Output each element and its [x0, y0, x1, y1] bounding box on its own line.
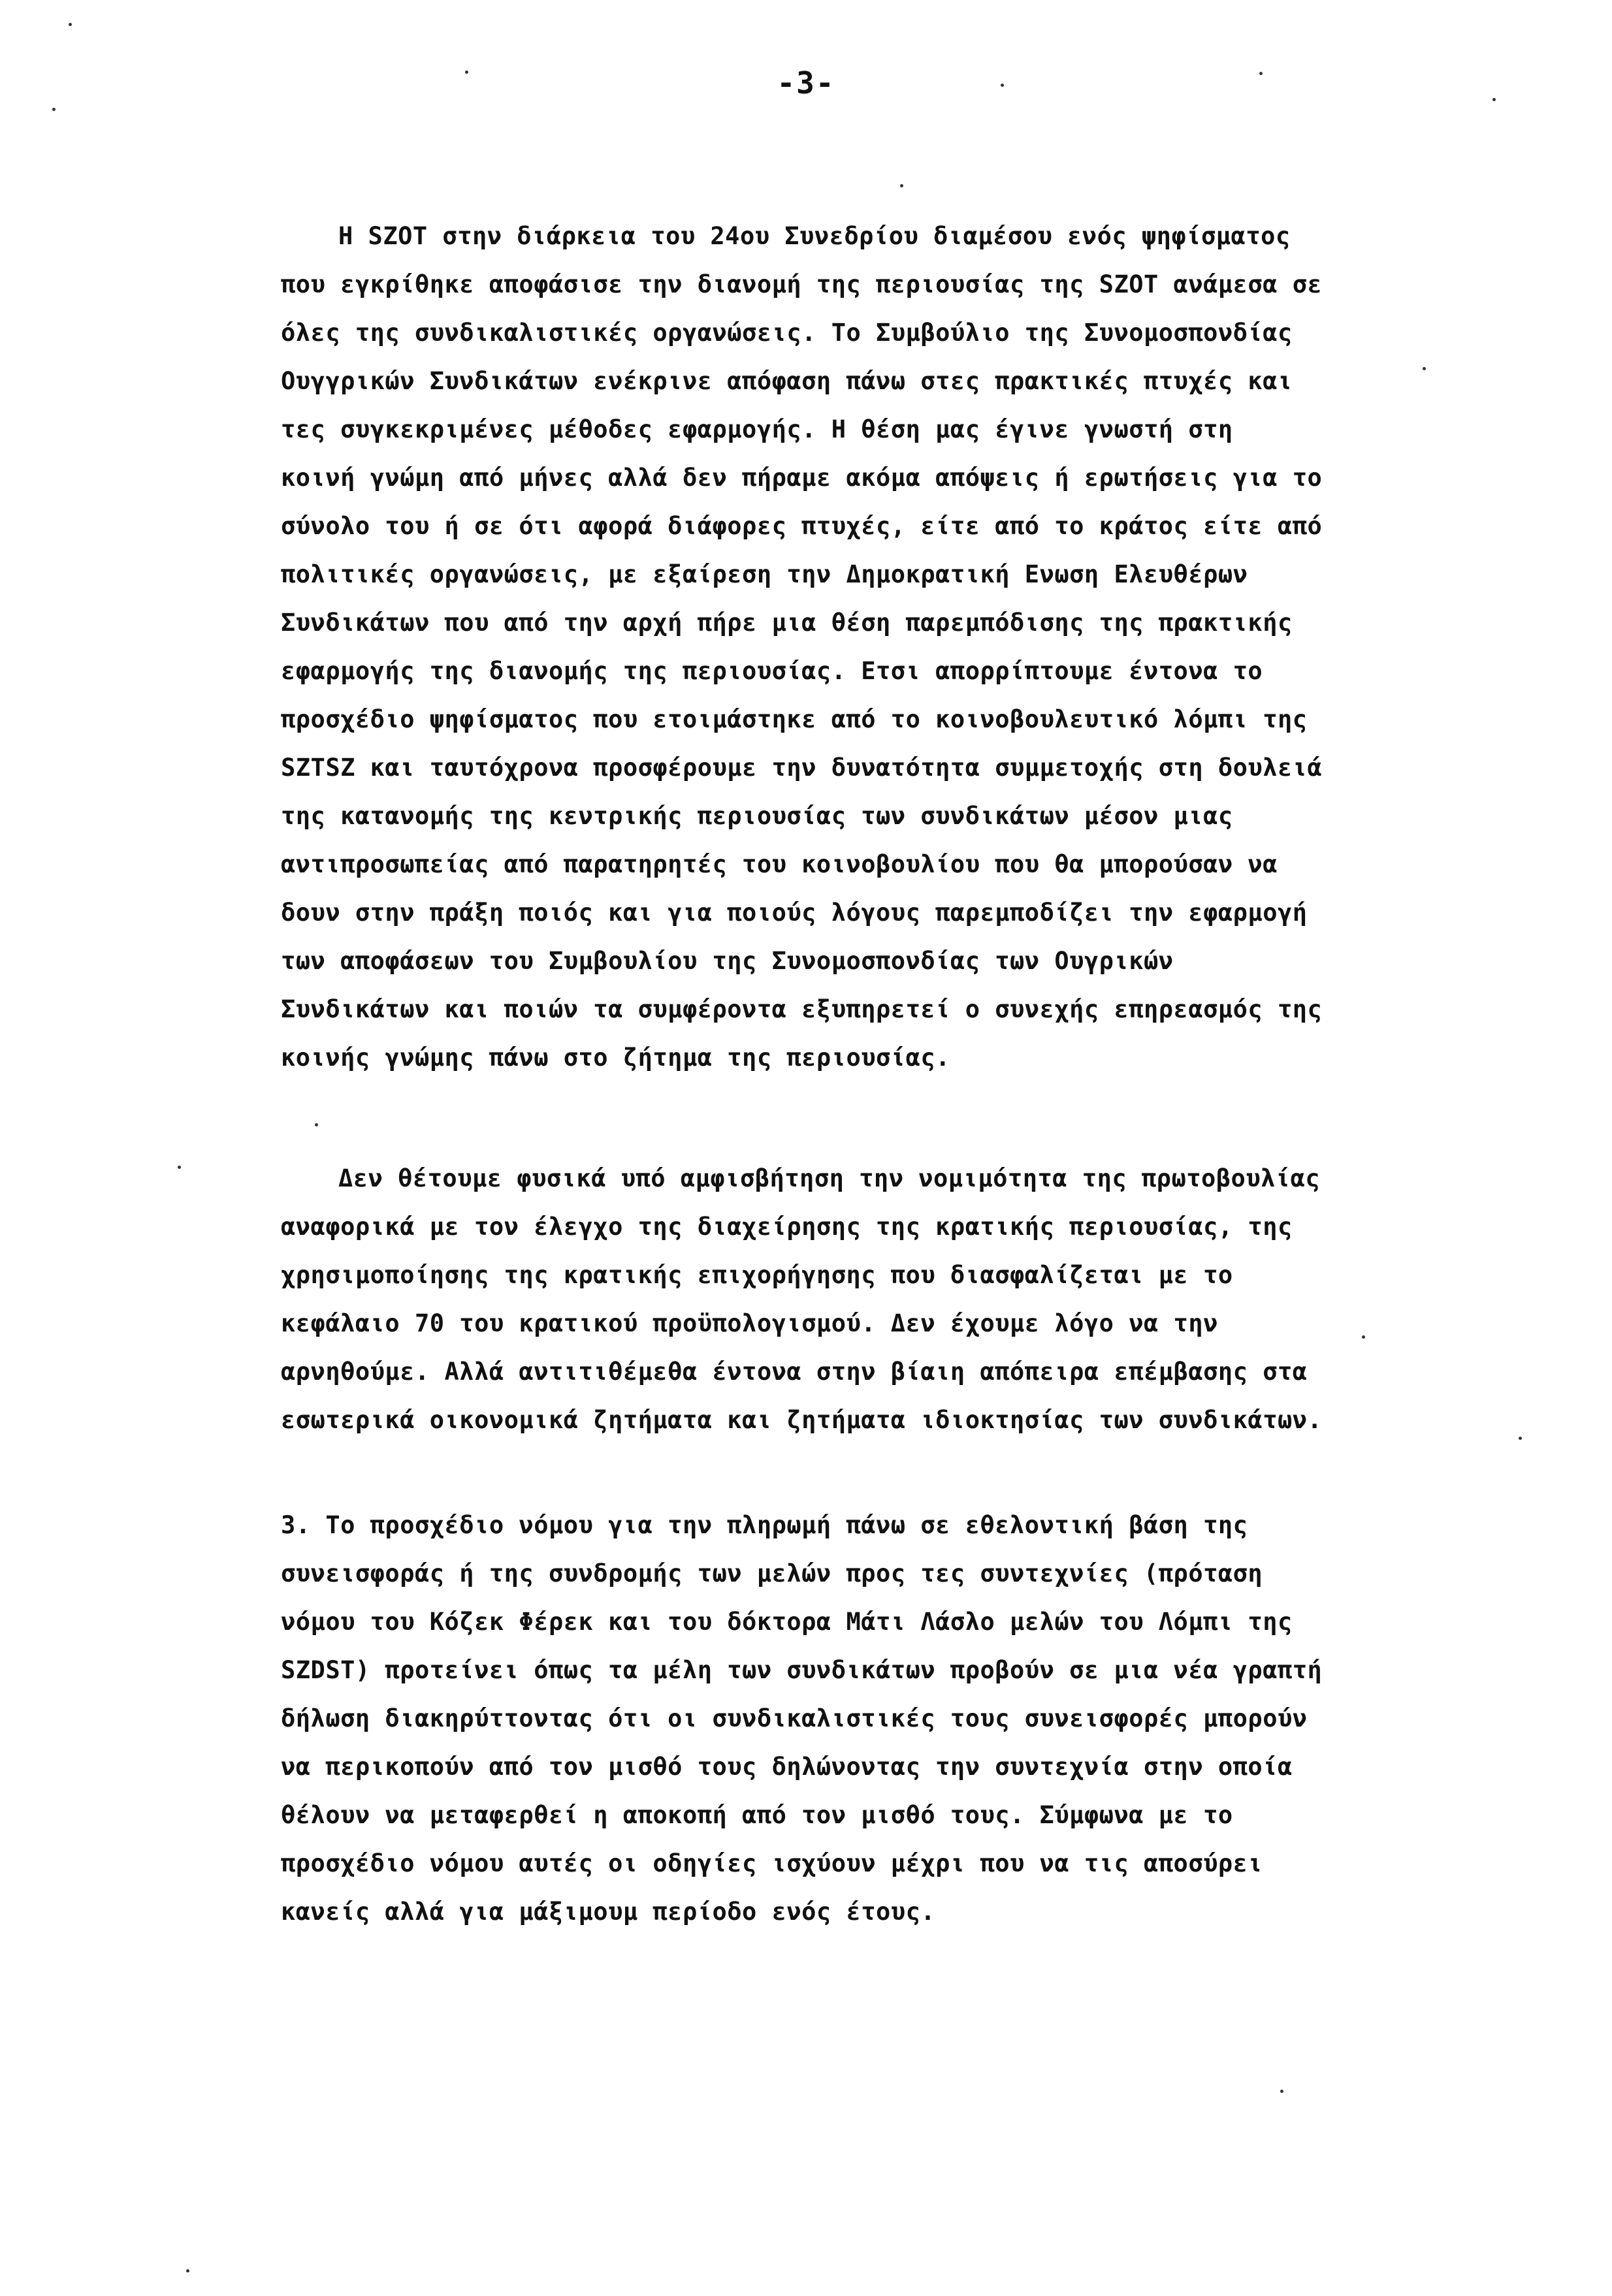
- text-line: προσχέδιο ψηφίσματος που ετοιμάστηκε από το κοινοβουλευτικό λόμπι της: [281, 705, 1308, 733]
- scan-speck: [1492, 98, 1496, 101]
- scan-speck: [178, 1166, 181, 1169]
- scan-speck: [52, 108, 56, 111]
- text-line: να περικοπούν από τον μισθό τους δηλώνοντας την συντεχνία στην οποία: [281, 1753, 1293, 1781]
- scan-speck: [465, 71, 468, 74]
- text-line: των αποφάσεων του Συμβουλίου της Συνομοσπονδίας των Ουγρικών: [281, 947, 1174, 975]
- text-line: Δεν θέτουμε φυσικά υπό αμφισβήτηση την νομιμότητα της πρωτοβουλίας: [338, 1164, 1321, 1192]
- text-line: προσχέδιο νόμου αυτές οι οδηγίες ισχύουν μέχρι που να τις αποσύρει: [281, 1849, 1263, 1877]
- scan-speck: [1423, 367, 1426, 370]
- text-line: Συνδικάτων και ποιών τα συμφέροντα εξυπηρετεί ο συνεχής επηρεασμός της: [281, 995, 1323, 1023]
- scan-speck: [1362, 1335, 1365, 1339]
- text-line: Συνδικάτων που από την αρχή πήρε μια θέση παρεμπόδισης της πρακτικής: [281, 609, 1293, 637]
- paragraph-1: [281, 212, 1430, 1082]
- text-line: αναφορικά με τον έλεγχο της διαχείρησης της κρατικής περιουσίας, της: [281, 1213, 1293, 1241]
- scan-speck: [900, 184, 903, 187]
- text-line: αντιπροσωπείας από παρατηρητές του κοινοβουλίου που θα μπορούσαν να: [281, 850, 1278, 878]
- scan-speck: [186, 2269, 189, 2272]
- text-line: SZDST) προτείνει όπως τα μέλη των συνδικάτων προβούν σε μια νέα γραπτή: [281, 1656, 1323, 1684]
- scan-speck: [1259, 72, 1263, 75]
- text-line: κανείς αλλά για μάξιμουμ περίοδο ενός έτους.: [281, 1898, 936, 1926]
- text-line: νόμου του Κόζεκ Φέρεκ και του δόκτορα Μάτι Λάσλο μελών του Λόμπι της: [281, 1608, 1293, 1636]
- text-line: κεφάλαιο 70 του κρατικού προϋπολογισμού. Δεν έχουμε λόγο να την: [281, 1309, 1218, 1337]
- text-line: πολιτικές οργανώσεις, με εξαίρεση την Δημοκρατική Ενωση Ελευθέρων: [281, 560, 1248, 588]
- text-line: όλες της συνδικαλιστικές οργανώσεις. Το Συμβούλιο της Συνομοσπονδίας: [281, 319, 1293, 347]
- text-line: που εγκρίθηκε αποφάσισε την διανομή της περιουσίας της SZOT ανάμεσα σε: [281, 270, 1323, 298]
- text-line: κοινής γνώμης πάνω στο ζήτημα της περιουσίας.: [281, 1044, 950, 1072]
- scan-speck: [1001, 84, 1004, 87]
- scan-speck: [1519, 1437, 1522, 1440]
- text-line: κοινή γνώμη από μήνες αλλά δεν πήραμε ακόμα απόψεις ή ερωτήσεις για το: [281, 464, 1323, 492]
- text-line: σύνολο του ή σε ότι αφορά διάφορες πτυχές, είτε από το κράτος είτε από: [281, 512, 1323, 540]
- page-number: -3-: [777, 65, 835, 101]
- text-line: τες συγκεκριμένες μέθοδες εφαρμογής. Η θέση μας έγινε γνωστή στη: [281, 415, 1233, 443]
- text-line: εφαρμογής της διανομής της περιουσίας. Ετσι απορρίπτουμε έντονα το: [281, 657, 1263, 685]
- text-line: χρησιμοποίησης της κρατικής επιχορήγησης που διασφαλίζεται με το: [281, 1261, 1233, 1289]
- text-line: 3. Το προσχέδιο νόμου για την πληρωμή πάνω σε εθελοντική βάση της: [281, 1511, 1248, 1539]
- text-line: δουν στην πράξη ποιός και για ποιούς λόγους παρεμποδίζει την εφαρμογή: [281, 899, 1308, 927]
- text-line: δήλωση διακηρύττοντας ότι οι συνδικαλιστικές τους συνεισφορές μπορούν: [281, 1704, 1308, 1732]
- text-line: θέλουν να μεταφερθεί η αποκοπή από τον μισθό τους. Σύμφωνα με το: [281, 1801, 1233, 1829]
- text-line: Η SZOT στην διάρκεια του 24ου Συνεδρίου διαμέσου ενός ψηφίσματος: [338, 222, 1291, 250]
- text-line: αρνηθούμε. Αλλά αντιτιθέμεθα έντονα στην βίαιη απόπειρα επέμβασης στα: [281, 1358, 1308, 1386]
- text-line: συνεισφοράς ή της συνδρομής των μελών προς τες συντεχνίες (πρόταση: [281, 1559, 1263, 1587]
- scan-speck: [315, 1123, 318, 1126]
- scan-speck: [1280, 2090, 1283, 2093]
- text-line: εσωτερικά οικονομικά ζητήματα και ζητήματα ιδιοκτησίας των συνδικάτων.: [281, 1406, 1323, 1434]
- text-line: της κατανομής της κεντρικής περιουσίας των συνδικάτων μέσον μιας: [281, 802, 1233, 830]
- scan-speck: [69, 23, 72, 26]
- text-line: SZTSZ και ταυτόχρονα προσφέρουμε την δυνατότητα συμμετοχής στη δουλειά: [281, 754, 1323, 782]
- text-line: Ουγγρικών Συνδικάτων ενέκρινε απόφαση πάνω στες πρακτικές πτυχές και: [281, 367, 1293, 395]
- paragraph-3: [281, 1501, 1430, 1936]
- paragraph-2: [281, 1155, 1430, 1444]
